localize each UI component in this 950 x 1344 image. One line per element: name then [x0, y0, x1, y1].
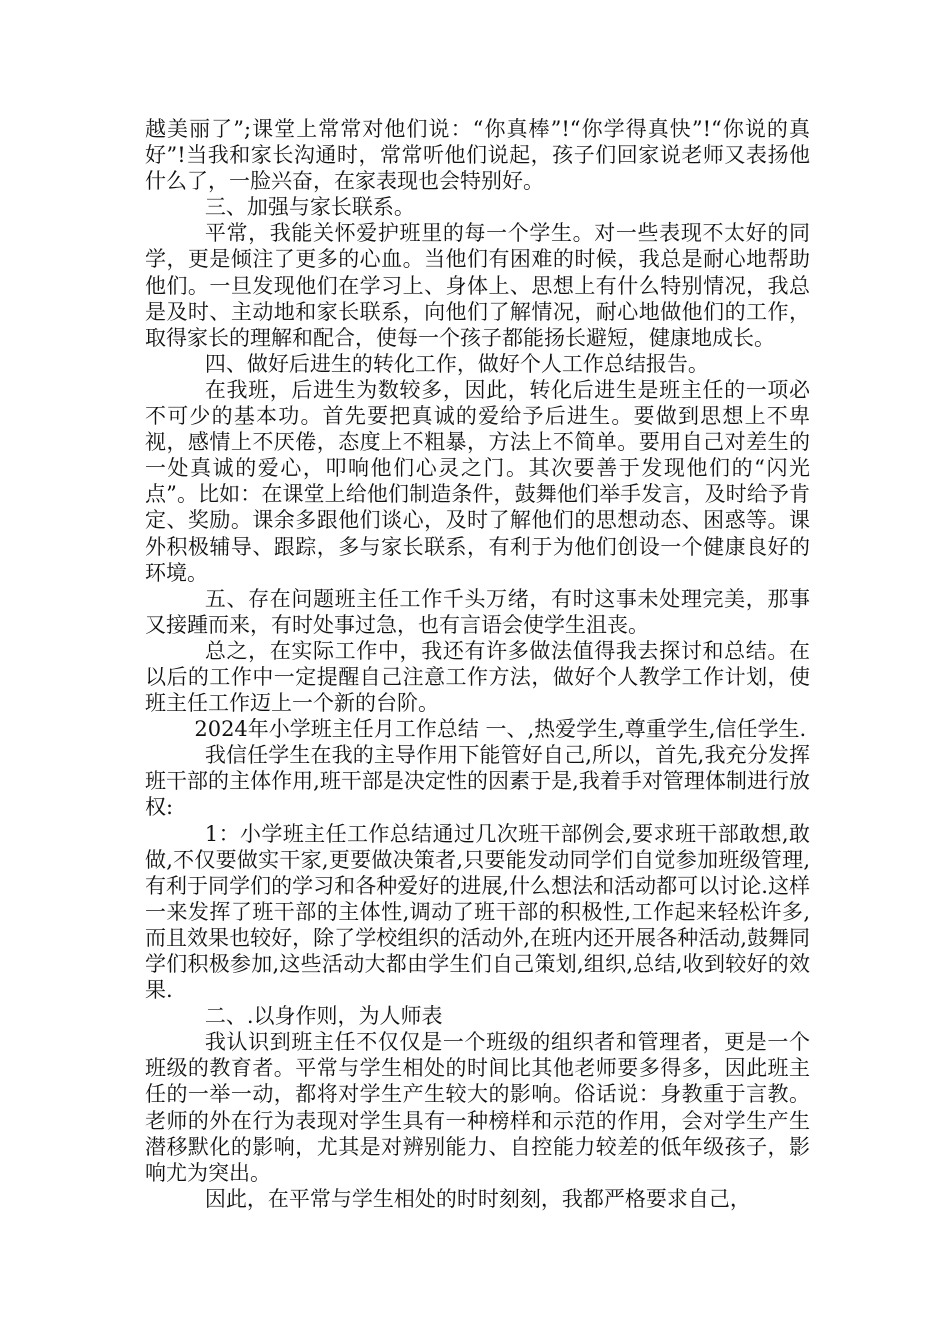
document-body	[145, 116, 810, 1212]
heading-2024-summary: 2024年小学班主任月工作总结 一、,热爱学生,尊重学生,信任学生.	[194, 717, 807, 742]
heading-underachievers: 四、做好后进生的转化工作，做好个人工作总结报告。	[204, 351, 709, 376]
paragraph-strict-self: 因此，在平常与学生相处的时时刻刻，我都严格要求自己，	[204, 1186, 751, 1211]
heading-lead-by-example: 二、.以身作则，为人师表	[204, 1004, 443, 1029]
paragraph-problems: 五、存在问题班主任工作千头万绪，有时这事未处理完美，那事又接踵而来，有时处事过急，也有言语会使学生沮丧。	[145, 586, 810, 637]
paragraph-praise-continuation: 越美丽了”;课堂上常常对他们说：“你真棒”!“你学得真快”!“你说的真好”!当我和家长沟通时，常常听他们说起，孩子们回家说老师又表扬他什么了，一脸兴奋，在家表现也会特别好。	[145, 117, 810, 194]
paragraph-class-cadre: 1：小学班主任工作总结通过几次班干部例会,要求班干部敢想,敢做,不仅要做实干家,更要做决策者,只要能发动同学们自觉参加班级管理,有利于同学们的学习和各种爱好的进展,什么想法和活动都可以讨论.这样一来发挥了班干部的主体性,调动了班干部的积极性,工作起来轻松许多,而且效果也较好，除了学校组织的活动外,在班内还开展各种活动,鼓舞同学们积极参加,这些活动大都由学生们自己策划,组织,总结,收到较好的效果.	[145, 821, 810, 1003]
heading-parent-contact: 三、加强与家长联系。	[204, 195, 415, 220]
paragraph-underachievers: 在我班，后进生为数较多，因此，转化后进生是班主任的一项必不可少的基本功。首先要把真诚的爱给予后进生。要做到思想上不卑视，感情上不厌倦，态度上不粗暴，方法上不简单。要用自己对差生的一处真诚的爱心，叩响他们心灵之门。其次要善于发现他们的“闪光点”。比如：在课堂上给他们制造条件，鼓舞他们举手发言，及时给予肯定、奖励。课余多跟他们谈心，及时了解他们的思想动态、困惑等。课外积极辅导、跟踪，多与家长联系，有利于为他们创设一个健康良好的环境。	[145, 377, 810, 585]
paragraph-parent-contact: 平常，我能关怀爱护班里的每一个学生。对一些表现不太好的同学，更是倾注了更多的心血。当他们有困难的时候，我总是耐心地帮助他们。一旦发现他们在学习上、身体上、思想上有什么特别情况，我总是及时、主动地和家长联系，向他们了解情况，耐心地做他们的工作，取得家长的理解和配合，使每一个孩子都能扬长避短，健康地成长。	[145, 221, 810, 350]
paragraph-lead-by-example: 我认识到班主任不仅仅是一个班级的组织者和管理者，更是一个班级的教育者。平常与学生相处的时间比其他老师要多得多，因此班主任的一举一动，都将对学生产生较大的影响。俗话说：身教重于言教。老师的外在行为表现对学生具有一种榜样和示范的作用，会对学生产生潜移默化的影响，尤其是对辨别能力、自控能力较差的低年级孩子，影响尤为突出。	[145, 1030, 810, 1185]
paragraph-trust-students: 我信任学生在我的主导作用下能管好自己,所以，首先,我充分发挥班干部的主体作用,班干部是决定性的因素于是,我着手对管理体制进行放权:	[145, 743, 810, 820]
paragraph-conclusion: 总之，在实际工作中，我还有许多做法值得我去探讨和总结。在以后的工作中一定提醒自己注意工作方法，做好个人教学工作计划，使班主任工作迈上一个新的台阶。	[145, 638, 810, 716]
